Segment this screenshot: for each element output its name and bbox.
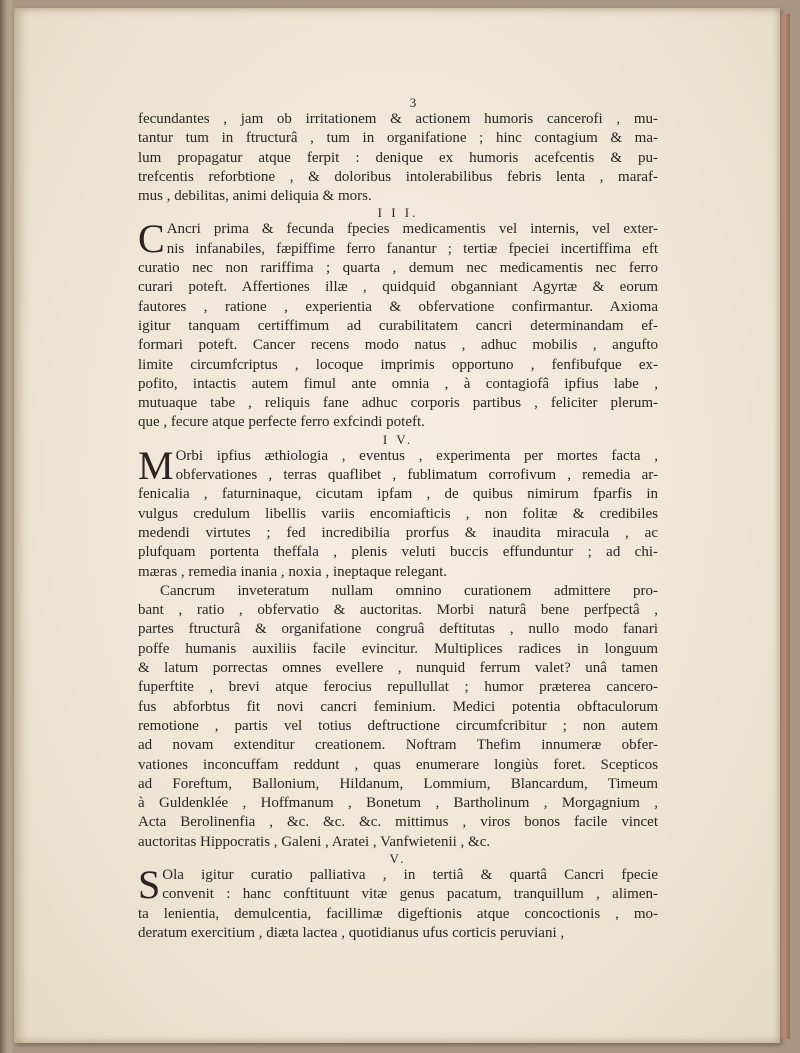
text-line: nis infanabiles, fæpiffime ferro fanantur ; tertiæ fpeciei incertiffima eft	[166, 240, 658, 257]
paragraph	[138, 861, 658, 943]
text-line: tantur tum in ftructurâ , tum in organifatione ; hinc contagium & ma-	[138, 130, 658, 147]
section-heading: I I I.	[377, 205, 419, 221]
text-line: fenicalia , faturninaque, cicutam ipfam , de quibus nimirum fparfis in	[138, 486, 658, 503]
text-line: pofito, intactis autem fimul ante omnia , à contagiofâ ipfius labe ,	[138, 375, 658, 392]
text-line: auctoritas Hippocratis , Galeni , Aratei , Vanfwietenii , &c.	[138, 833, 491, 850]
paragraph	[138, 442, 658, 582]
text-line: Acta Berolinenfia , &c. &c. &c. mittimus , viros bonos facile vincet	[138, 814, 658, 831]
drop-initial: S	[138, 861, 161, 907]
text-line: vulgus credulum libellis variis encomiafticis , non folitæ & credibiles	[138, 505, 658, 522]
text-line: curari poteft. Affertiones illæ , quidquid obganniant Agyrtæ & eorum	[138, 279, 658, 296]
text-line: bant , ratio , obfervatio & auctoritas. Morbi naturâ bene perfpectâ ,	[138, 602, 658, 619]
page-text	[138, 96, 658, 943]
drop-initial: M	[138, 442, 174, 488]
text-line: deratum exercitium , diæta lactea , quotidianus ufus corticis peruviani ,	[138, 924, 565, 941]
section-1	[138, 206, 658, 432]
text-line: fecundantes , jam ob irritationem & actionem humoris cancerofi , mu-	[138, 111, 658, 127]
text-line: lum propagatur atque ferpit : denique ex humoris acefcentis & pu-	[138, 149, 658, 166]
text-line: Orbi ipfius æthiologia , eventus , experimenta per mortes facta ,	[175, 447, 658, 464]
text-line: igitur tanquam certiffimum ad curabilitatem cancri determinandam ef-	[138, 317, 658, 334]
text-line: formari poteft. Cancer recens modo natus , adhuc mobilis , angufto	[138, 337, 658, 354]
text-line: Ancri prima & fecunda fpecies medicamentis vel internis, vel exter-	[166, 221, 658, 238]
text-line: ad novam extenditur creationem. Noftram Thefim innumeræ obfer-	[138, 737, 658, 754]
page-number: 3	[409, 95, 417, 110]
paragraph	[138, 110, 658, 206]
text-line: trefcentis reforbtione , & doloribus intolerabilibus febris lenta , maraf-	[138, 168, 658, 185]
text-line: partes ftructurâ & organifatione congruâ deftitutas , nullo modo fanari	[138, 621, 658, 638]
text-line: obfervationes , terras quaflibet , fublimatum corrofivum , remedia ar-	[175, 467, 658, 484]
text-line: mæras , remedia inania , noxia , ineptaque relegant.	[138, 563, 448, 580]
paragraph	[138, 582, 658, 852]
text-line: poffe humanis auxiliis facile evincitur. Multiplices radices in longuum	[138, 640, 658, 657]
text-line: convenit : hanc conftituunt vitæ genus pacatum, tranquillum , alimen-	[162, 886, 658, 903]
text-line: que , fecure atque perfecte ferro exfcindi poteft.	[138, 414, 425, 431]
text-line: à Guldenklée , Hoffmanum , Bonetum , Bartholinum , Morgagnium ,	[138, 795, 658, 812]
drop-initial: C	[138, 216, 165, 262]
text-line: mus , debilitas, animi deliquia & mors.	[138, 188, 372, 205]
text-line: curatio nec non rariffima ; quarta , demum nec medicamentis nec ferro	[138, 260, 658, 277]
section-heading: V.	[389, 850, 407, 866]
section-2	[138, 433, 658, 582]
section-3	[138, 582, 658, 852]
sections-container	[138, 110, 658, 943]
text-line: fuperftite , brevi atque ferocius repullullat ; humor præterea cancero-	[138, 679, 658, 696]
text-line: remotione , partis vel totius deftructione circumfcribitur ; non autem	[138, 717, 658, 734]
text-line: ad Foreftum, Ballonium, Hildanum, Lommium, Blancardum, Timeum	[138, 775, 658, 792]
paragraph	[138, 216, 658, 432]
text-line: fautores , ratione , experientia & obfervatione confirmantur. Axioma	[138, 298, 658, 315]
text-line: fus abforbtus fit novi cancri feminium. Medici potentia obftaculorum	[138, 698, 658, 715]
text-line: limite circumfcriptus , locoque imprimis opportuno , fenfibufque ex-	[138, 356, 658, 373]
book-page-edge	[780, 14, 790, 1039]
text-line: mutuaque tabe , reliquis fane adhuc corporis partibus , feliciter plerum-	[138, 395, 658, 412]
section-0	[138, 110, 658, 206]
text-line: Ola igitur curatio palliativa , in tertiâ & quartâ Cancri fpecie	[162, 866, 658, 883]
section-heading: I V.	[382, 431, 414, 447]
text-line: medendi virtutes ; fed incredibilia prorfus & inaudita miracula , ac	[138, 524, 658, 541]
text-line: Cancrum inveteratum nullam omnino curationem admittere pro-	[160, 582, 658, 599]
section-4	[138, 852, 658, 943]
text-line: & latum porrectas omnes evellere , nunquid ferrum valet? unâ tamen	[138, 660, 658, 677]
text-line: vationes inconcuffam reddunt , quas enumerare longiùs foret. Scepticos	[138, 756, 658, 773]
text-line: plufquam portenta theffala , plenis veluti buccis effunduntur ; ad chi-	[138, 544, 658, 561]
text-line: ta lenientia, demulcentia, facillimæ digeftionis atque concoctionis , mo-	[138, 905, 658, 922]
